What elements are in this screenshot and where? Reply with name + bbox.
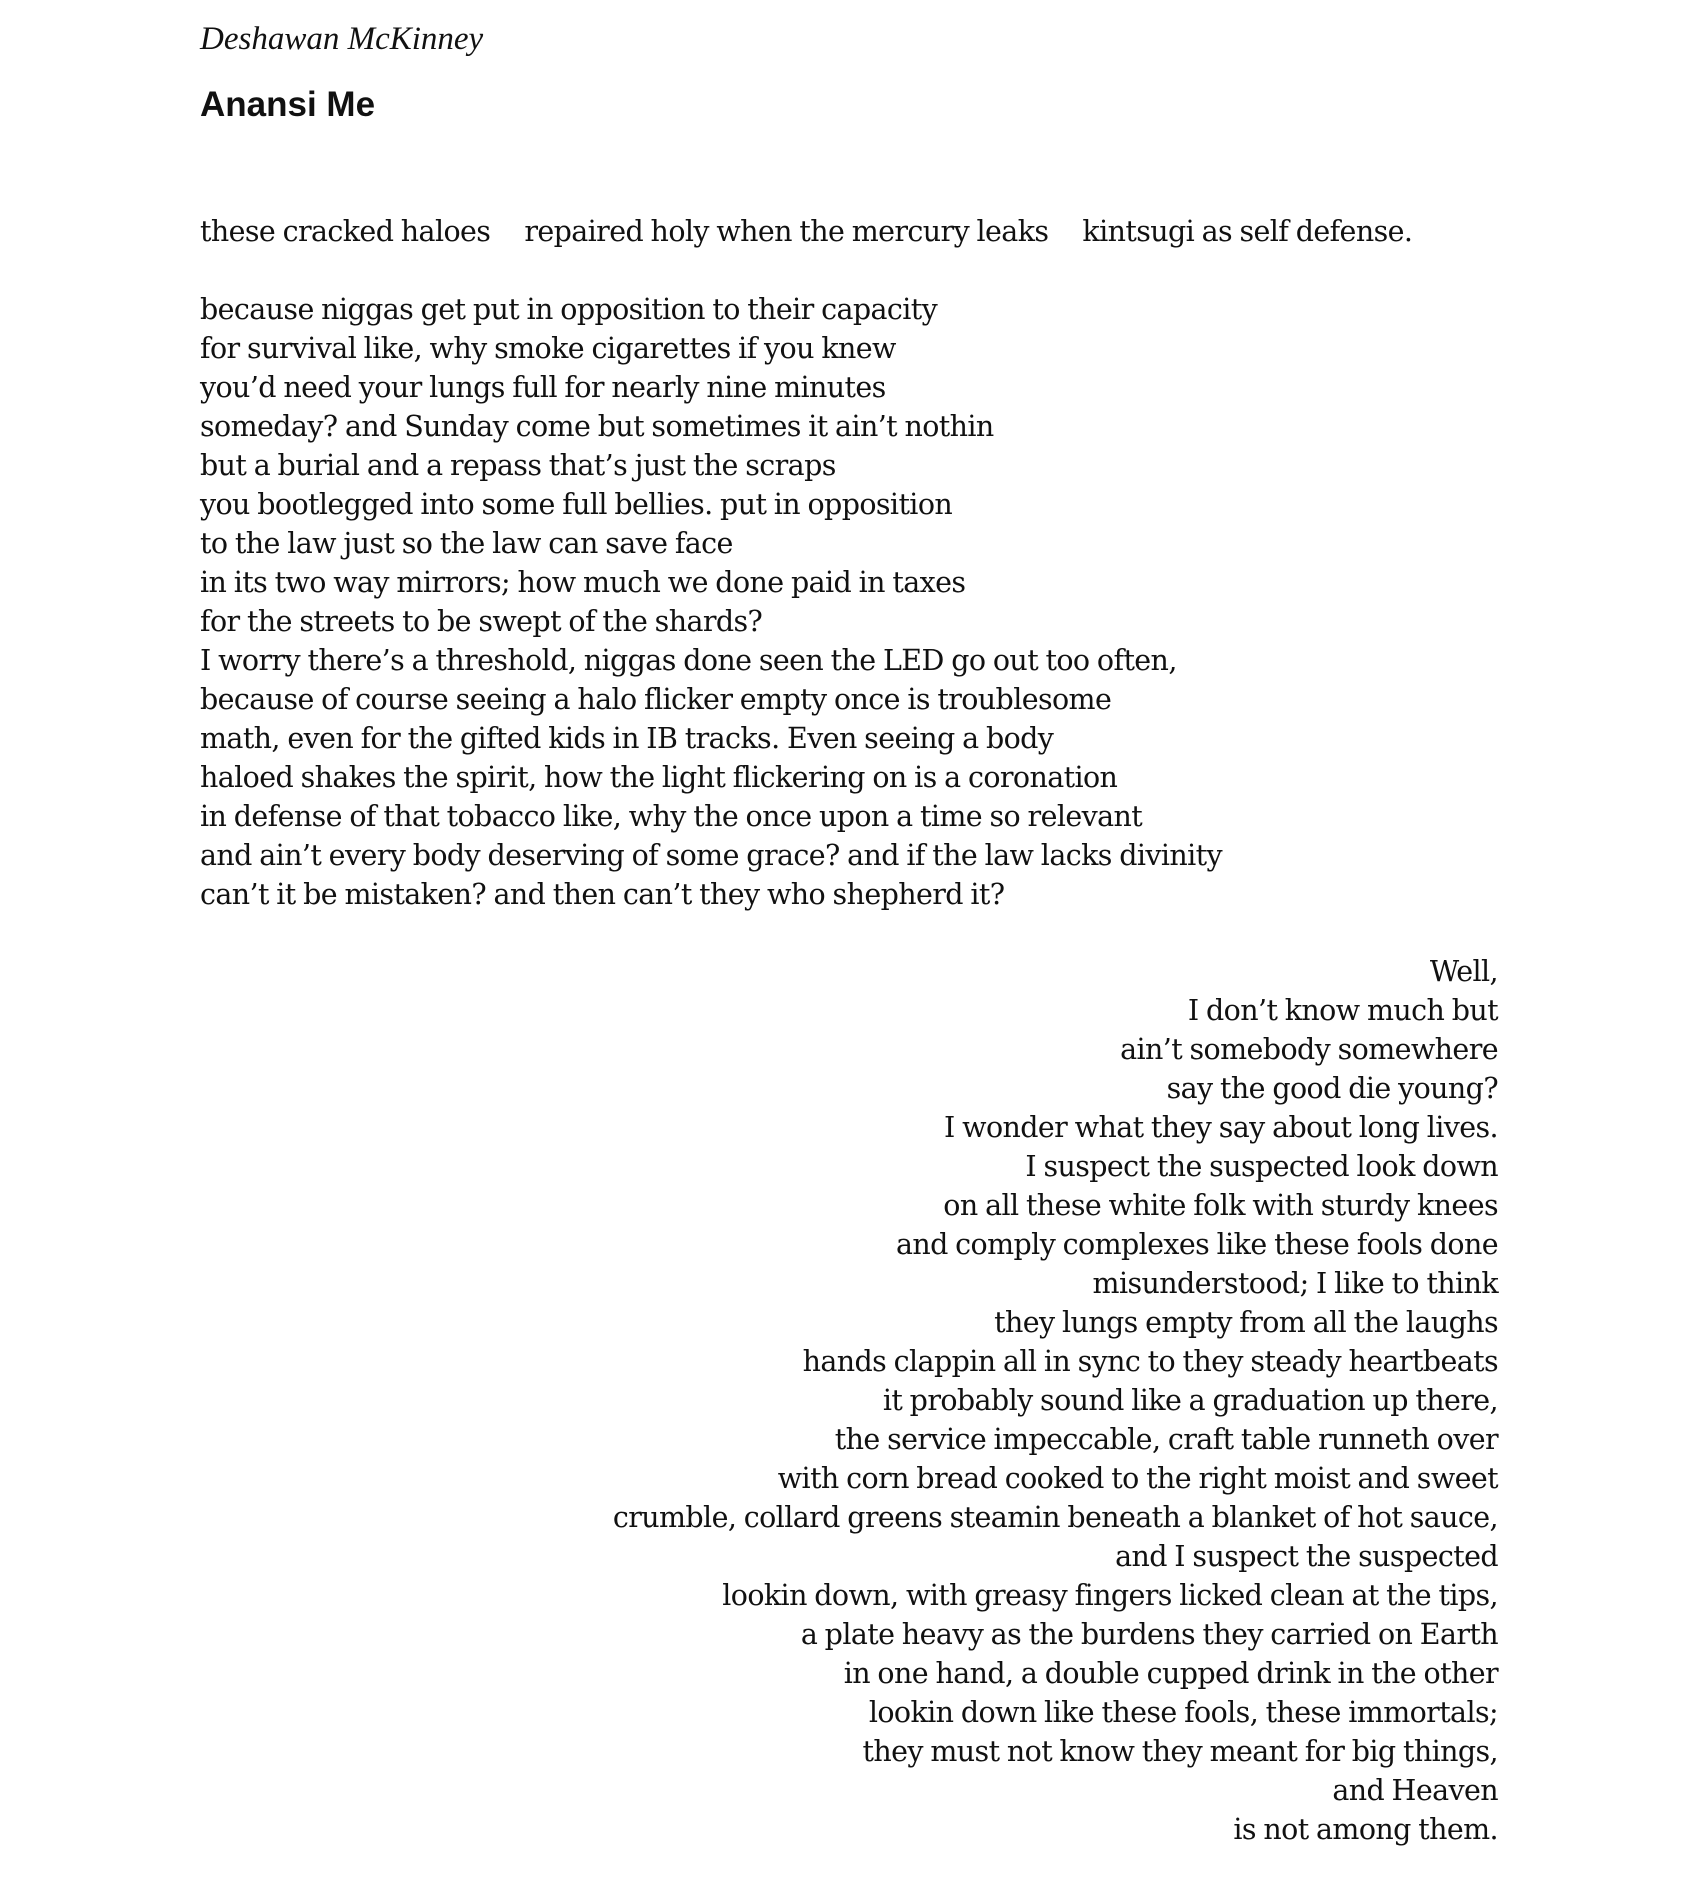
poem-line: it probably sound like a graduation up there,: [882, 1384, 1498, 1417]
opening-line-part-3: kintsugi as self defense.: [1082, 215, 1413, 248]
poem-line: and ain’t every body deserving of some grace? and if the law lacks divinity: [200, 839, 1223, 872]
poem-line: someday? and Sunday come but sometimes it ain’t nothin: [200, 410, 994, 443]
poem-line: in its two way mirrors; how much we done paid in taxes: [200, 566, 966, 599]
poem-line: for survival like, why smoke cigarettes if you knew: [200, 332, 896, 365]
poem-line: and comply complexes like these fools done: [895, 1228, 1498, 1261]
poem-line: with corn bread cooked to the right moist and sweet: [777, 1462, 1498, 1495]
poem-line: you bootlegged into some full bellies. put in opposition: [200, 488, 953, 521]
poem-line: they lungs empty from all the laughs: [994, 1306, 1498, 1339]
poem-line: crumble, collard greens steamin beneath a blanket of hot sauce,: [612, 1501, 1498, 1534]
poem-line: the service impeccable, craft table runneth over: [834, 1423, 1498, 1456]
opening-line-part-1: these cracked haloes: [200, 215, 491, 248]
poem-line: I worry there’s a threshold, niggas done seen the LED go out too often,: [200, 644, 1177, 677]
poem-line: I suspect the suspected look down: [1025, 1150, 1498, 1183]
poem-line: misunderstood; I like to think: [1092, 1267, 1498, 1300]
poem-line: Well,: [1429, 955, 1498, 988]
poem-line: in one hand, a double cupped drink in the other: [843, 1657, 1498, 1690]
poem-line: haloed shakes the spirit, how the light flickering on is a coronation: [200, 761, 1118, 794]
poem-line: to the law just so the law can save face: [200, 527, 733, 560]
poem-line: on all these white folk with sturdy knees: [943, 1189, 1498, 1222]
poem-line: hands clappin all in sync to they steady heartbeats: [802, 1345, 1498, 1378]
poem-line: but a burial and a repass that’s just the scraps: [200, 449, 836, 482]
poem-line: can’t it be mistaken? and then can’t they who shepherd it?: [200, 878, 1005, 911]
opening-line-part-2: repaired holy when the mercury leaks: [524, 215, 1049, 248]
poem-line: and Heaven: [1332, 1774, 1498, 1807]
poem-line: a plate heavy as the burdens they carried on Earth: [800, 1618, 1498, 1651]
stanza-left: [200, 290, 1222, 914]
stanza-right: [613, 952, 1498, 1849]
author-name: Deshawan McKinney: [200, 21, 484, 57]
poem-line: say the good die young?: [1166, 1072, 1498, 1105]
poem-line: lookin down like these fools, these immortals;: [868, 1696, 1498, 1729]
poem-line: I wonder what they say about long lives.: [944, 1111, 1498, 1144]
poem-line: you’d need your lungs full for nearly nine minutes: [200, 371, 886, 404]
poem-line: and I suspect the suspected: [1115, 1540, 1498, 1573]
poem-title: Anansi Me: [200, 85, 376, 124]
poem-line: for the streets to be swept of the shards?: [200, 605, 763, 638]
poem-line: I don’t know much but: [1187, 994, 1498, 1027]
opening-line: [200, 212, 1412, 251]
poem-line: ain’t somebody somewhere: [1120, 1033, 1498, 1066]
poem-line: in defense of that tobacco like, why the once upon a time so relevant: [200, 800, 1143, 833]
poem-line: is not among them.: [1233, 1813, 1498, 1846]
poem-line: because niggas get put in opposition to their capacity: [200, 293, 938, 326]
poem-line: because of course seeing a halo flicker empty once is troublesome: [200, 683, 1112, 716]
poem-line: lookin down, with greasy fingers licked clean at the tips,: [722, 1579, 1498, 1612]
poem-line: they must not know they meant for big things,: [862, 1735, 1498, 1768]
poem-line: math, even for the gifted kids in IB tracks. Even seeing a body: [200, 722, 1054, 755]
